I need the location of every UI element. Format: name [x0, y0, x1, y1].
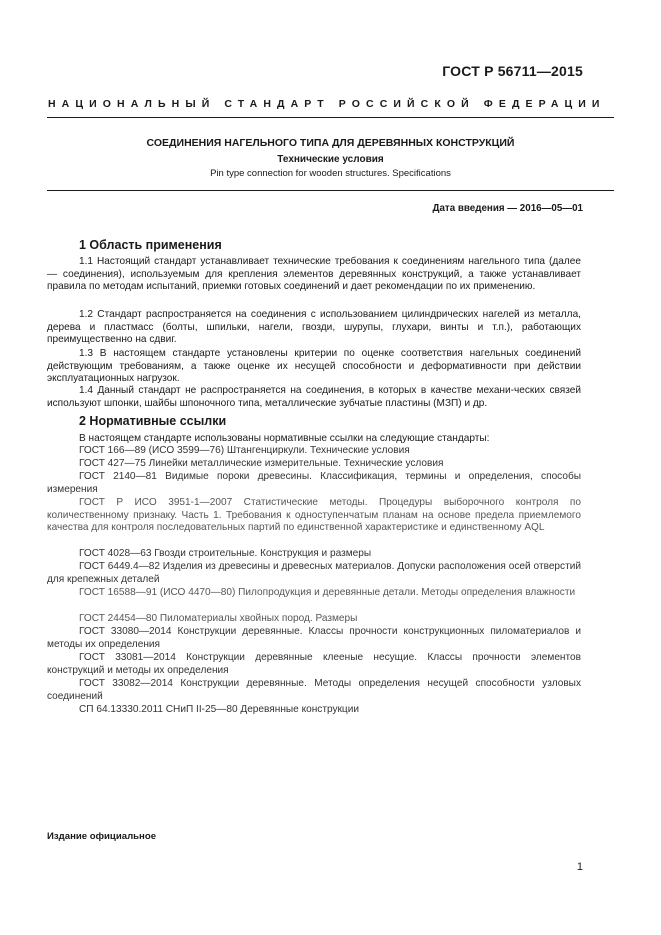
- reference-item: ГОСТ 4028—63 Гвозди строительные. Конструкция и размеры: [79, 548, 372, 559]
- section-2-heading: 2 Нормативные ссылки: [79, 414, 227, 428]
- paragraph-1-1: 1.1 Настоящий стандарт устанавливает технические требования к соединениям нагельного типа (далее — соединения), используемым для крепления элементов деревянных конструкций, а также устанавливает правила по методам испытаний, приемки готовых соединений и дает рекомендации по их применению.: [47, 256, 581, 292]
- reference-item: ГОСТ 16588—91 (ИСО 4470—80) Пилопродукция и деревянные детали. Методы определения влажности: [79, 587, 576, 598]
- document-english-title: Pin type connection for wooden structures. Specifications: [210, 168, 451, 179]
- reference-item: ГОСТ 6449.4—82 Изделия из древесины и древесных материалов. Допуски расположения осей отверстий для крепежных деталей: [47, 561, 581, 585]
- introduction-date: Дата введения — 2016—05—01: [432, 203, 583, 214]
- gost-code: ГОСТ Р 56711—2015: [442, 63, 583, 79]
- references-intro: В настоящем стандарте использованы нормативные ссылки на следующие стандарты:: [79, 433, 490, 444]
- reference-item: СП 64.13330.2011 СНиП II-25—80 Деревянные конструкции: [79, 704, 359, 715]
- national-standard-banner: НАЦИОНАЛЬНЫЙ СТАНДАРТ РОССИЙСКОЙ ФЕДЕРАЦИИ: [48, 98, 606, 110]
- reference-item: ГОСТ 33081—2014 Конструкции деревянные клееные несущие. Классы прочности элементов конструкций и методы их определения: [47, 652, 581, 676]
- paragraph-1-2: 1.2 Стандарт распространяется на соединения с использованием цилиндрических нагелей из металла, дерева и пластмасс (болты, шпильки, нагели, гвозди, шурупы, глухари, винты и т.п.), работающих преимущественно на сдвиг.: [47, 309, 581, 345]
- reference-item: ГОСТ 427—75 Линейки металлические измерительные. Технические условия: [79, 458, 444, 469]
- reference-item: ГОСТ 166—89 (ИСО 3599—76) Штангенциркули. Технические условия: [79, 445, 410, 456]
- reference-item: ГОСТ 33082—2014 Конструкции деревянные. Методы определения несущей способности узловых соединений: [47, 678, 581, 702]
- document-title: СОЕДИНЕНИЯ НАГЕЛЬНОГО ТИПА ДЛЯ ДЕРЕВЯННЫХ КОНСТРУКЦИЙ: [146, 137, 515, 149]
- header-rule: [47, 117, 614, 118]
- paragraph-1-4: 1.4 Данный стандарт не распространяется на соединения, в которых в качестве механи-ческих связей используют шпонки, шайбы шпоночного типа, металлические зубчатые пластины (МЗП) и др.: [47, 385, 581, 409]
- section-1-heading: 1 Область применения: [79, 238, 222, 252]
- reference-item: ГОСТ 2140—81 Видимые пороки древесины. Классификация, термины и определения, способы измерения: [47, 471, 581, 495]
- title-rule: [47, 190, 614, 191]
- reference-item: ГОСТ 24454—80 Пиломатериалы хвойных пород. Размеры: [79, 613, 358, 624]
- paragraph-1-3: 1.3 В настоящем стандарте установлены критерии по оценке соответствия нагельных соединений действующим требованиям, а также оценке их несущей способности и деформативности при действии эксплуатационных нагрузок.: [47, 348, 581, 384]
- page-number: 1: [576, 861, 583, 873]
- official-edition-note: Издание официальное: [47, 831, 157, 842]
- reference-item: ГОСТ Р ИСО 3951-1—2007 Статистические методы. Процедуры выборочного контроля по количественному признаку. Часть 1. Требования к одноступенчатым планам на основе предела приемлемого качества для контроля последовательных партий по единственной характеристике и единственному AQL: [47, 497, 581, 533]
- reference-item: ГОСТ 33080—2014 Конструкции деревянные. Классы прочности конструкционных пиломатериалов и методы их определения: [47, 626, 581, 650]
- document-subtitle: Технические условия: [277, 154, 384, 165]
